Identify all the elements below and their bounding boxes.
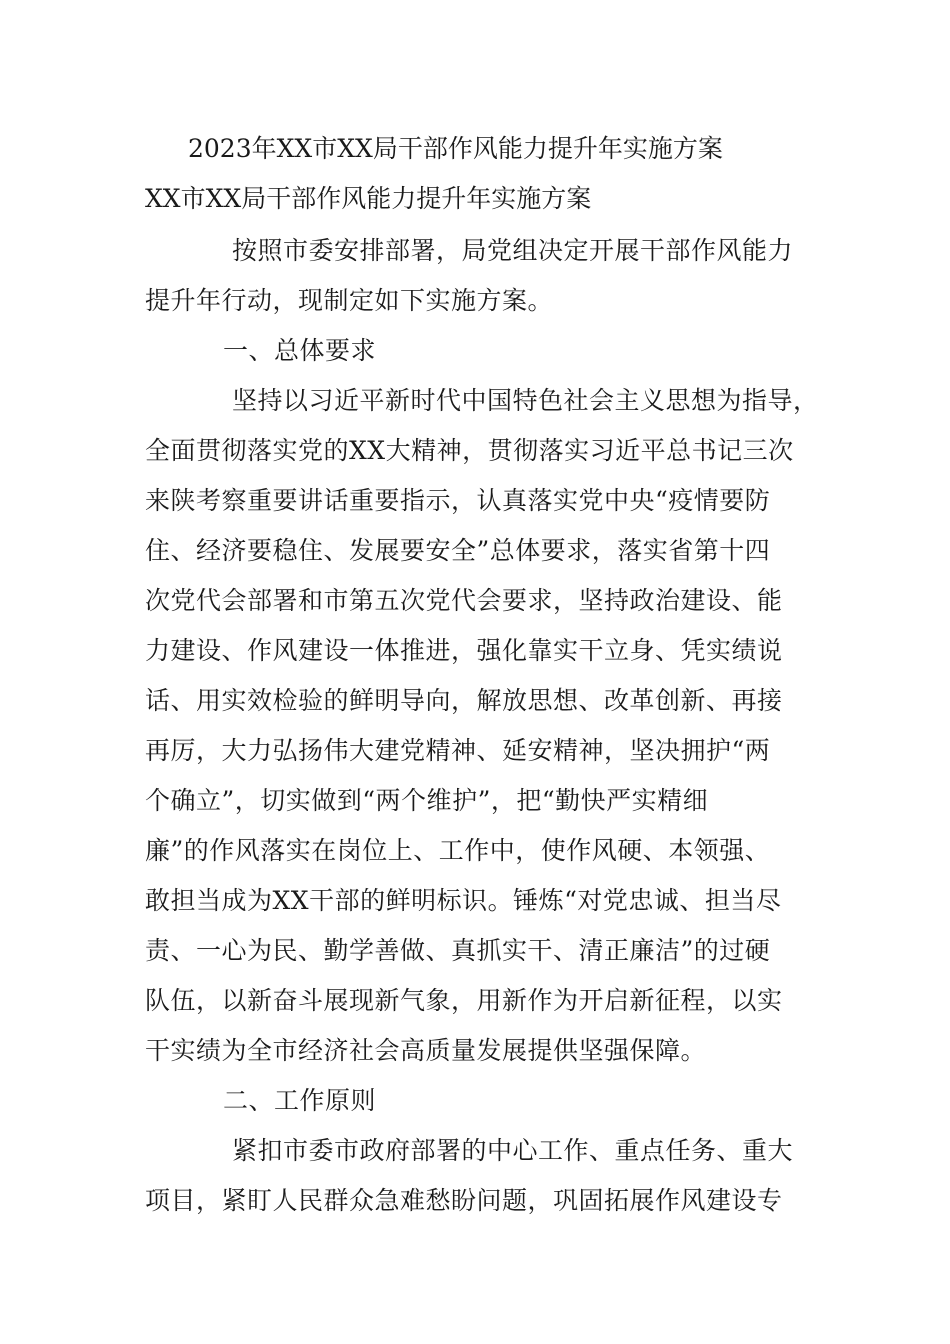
paragraph-line: 干实绩为全市经济社会高质量发展提供坚强保障。 bbox=[145, 1036, 707, 1065]
paragraph-line: 敢担当成为XX干部的鲜明标识。锤炼“对党忠诚、担当尽 bbox=[145, 886, 782, 915]
paragraph-line: 提升年行动，现制定如下实施方案。 bbox=[145, 286, 554, 315]
paragraph-line: 次党代会部署和市第五次党代会要求，坚持政治建设、能 bbox=[145, 586, 783, 615]
paragraph-line: 住、经济要稳住、发展要安全”总体要求，落实省第十四 bbox=[145, 536, 771, 565]
section-heading: 一、总体要求 bbox=[223, 336, 377, 365]
paragraph-line: 话、用实效检验的鲜明导向，解放思想、改革创新、再接 bbox=[145, 686, 783, 715]
document-title: 2023年XX市XX局干部作风能力提升年实施方案 bbox=[188, 134, 723, 163]
paragraph-line: 力建设、作风建设一体推进，强化靠实干立身、凭实绩说 bbox=[145, 636, 783, 665]
paragraph-line: 全面贯彻落实党的XX大精神，贯彻落实习近平总书记三次 bbox=[145, 436, 794, 465]
paragraph-line: 个确立”，切实做到“两个维护”，把“勤快严实精细 bbox=[145, 786, 709, 815]
paragraph-line: 紧扣市委市政府部署的中心工作、重点任务、重大 bbox=[232, 1136, 794, 1165]
document-subtitle: XX市XX局干部作风能力提升年实施方案 bbox=[145, 184, 592, 213]
paragraph-line: 项目，紧盯人民群众急难愁盼问题，巩固拓展作风建设专 bbox=[145, 1186, 783, 1215]
paragraph-line: 再厉，大力弘扬伟大建党精神、延安精神，坚决拥护“两 bbox=[145, 736, 771, 765]
paragraph-line: 廉”的作风落实在岗位上、工作中，使作风硬、本领强、 bbox=[145, 836, 771, 865]
section-heading: 二、工作原则 bbox=[223, 1086, 377, 1115]
paragraph-line: 坚持以习近平新时代中国特色社会主义思想为指导， bbox=[232, 386, 819, 415]
paragraph-line: 按照市委安排部署，局党组决定开展干部作风能力 bbox=[232, 236, 794, 265]
paragraph-line: 来陕考察重要讲话重要指示，认真落实党中央“疫情要防 bbox=[145, 486, 771, 515]
paragraph-line: 队伍，以新奋斗展现新气象，用新作为开启新征程，以实 bbox=[145, 986, 783, 1015]
paragraph-line: 责、一心为民、勤学善做、真抓实干、清正廉洁”的过硬 bbox=[145, 936, 771, 965]
